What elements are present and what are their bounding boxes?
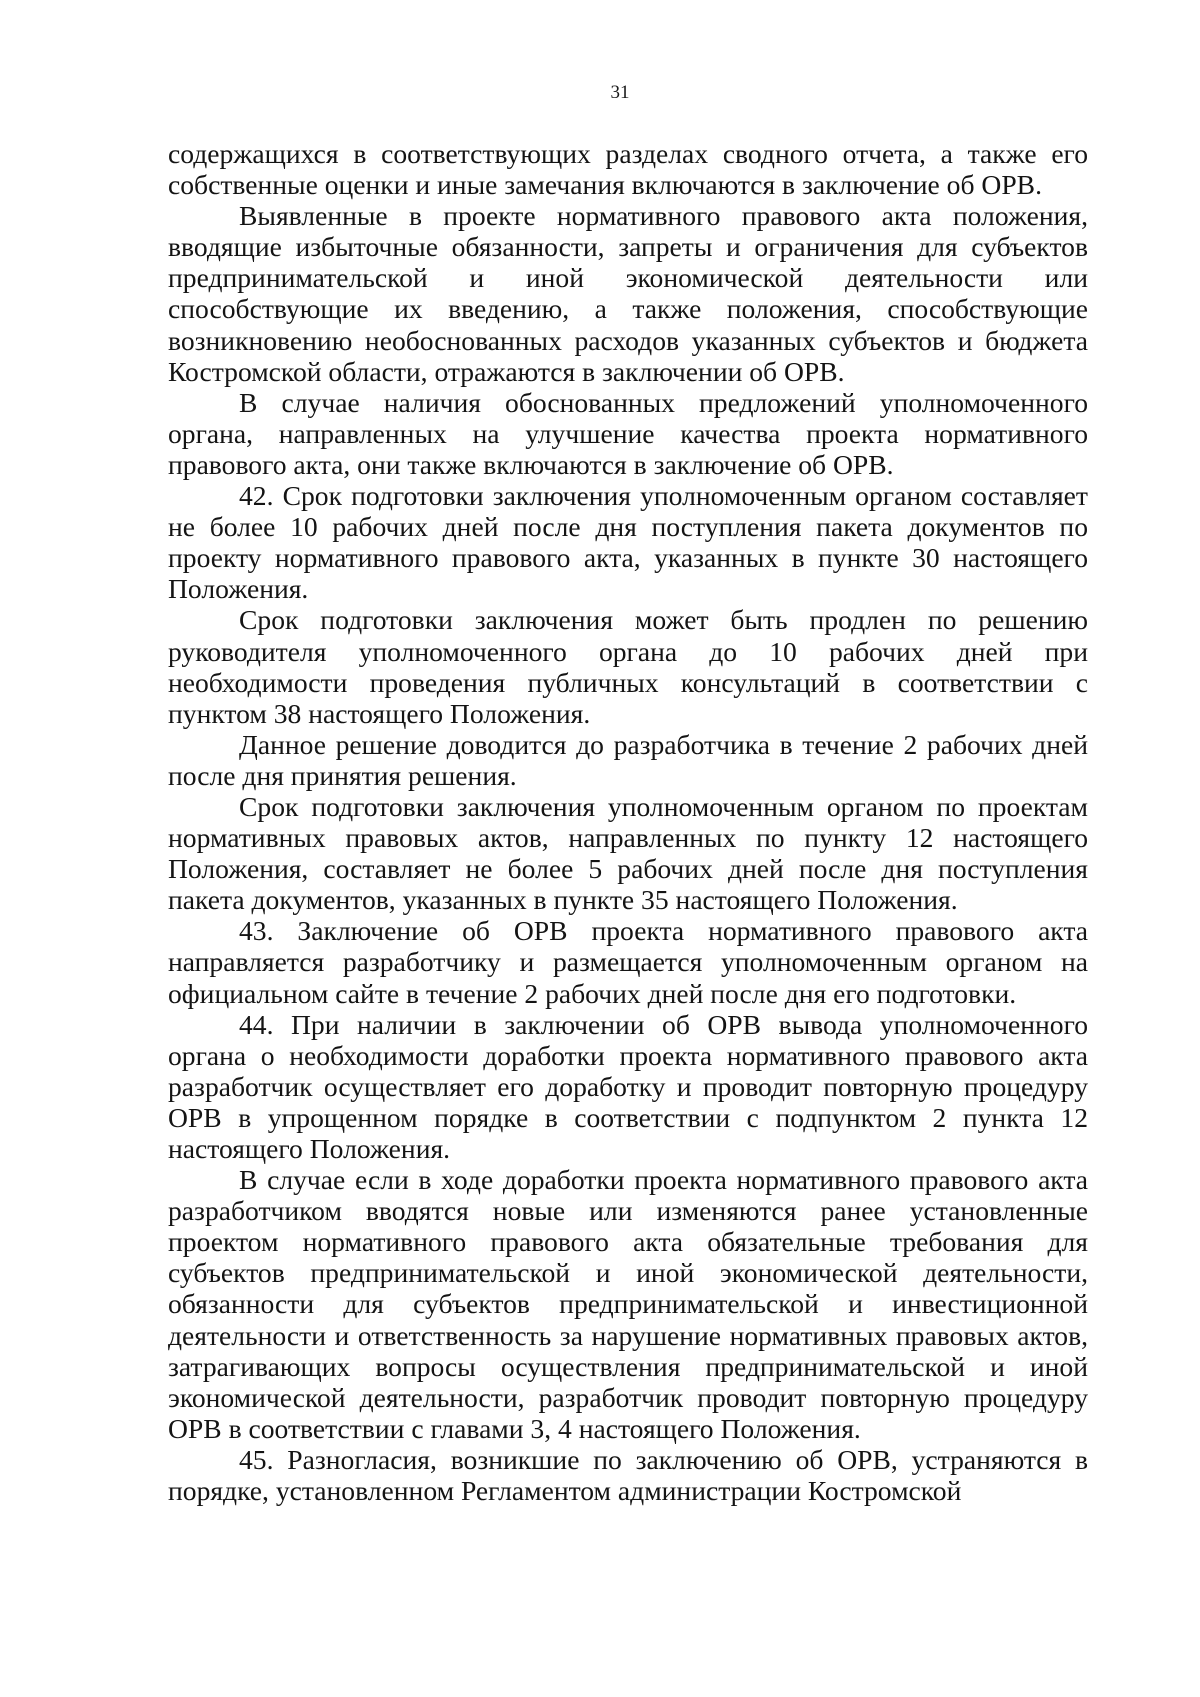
paragraph-item-43: 43. Заключение об ОРВ проекта нормативного правового акта направляется разработчику и размещается уполномоченным органом на официальном сайте в течение 2 рабочих дней после дня его подготовки. bbox=[168, 915, 1088, 1009]
paragraph-item-44: 44. При наличии в заключении об ОРВ вывода уполномоченного органа о необходимости доработки проекта нормативного правового акта разработчик осуществляет его доработку и проводит повторную процедуру ОРВ в упрощенном порядке в соответствии с подпунктом 2 пункта 12 настоящего Положения. bbox=[168, 1008, 1088, 1164]
paragraph: Срок подготовки заключения может быть продлен по решению руководителя уполномоченного органа до 10 рабочих дней при необходимости проведения публичных консультаций в соответствии с пунктом 38 настоящего Положения. bbox=[168, 604, 1088, 729]
paragraph: В случае если в ходе доработки проекта нормативного правового акта разработчиком вводятся новые или изменяются ранее установленные проектом нормативного правового акта обязательные требования для субъектов предпринимательской и иной экономической деятельности, обязанности для субъектов предпринимательской и инвестиционной деятельности и ответственность за нарушение нормативных правовых актов, затрагивающих вопросы осуществления предпринимательской и иной экономической деятельности, разработчик проводит повторную процедуру ОРВ в соответствии с главами 3, 4 настоящего Положения. bbox=[168, 1164, 1088, 1444]
paragraph: В случае наличия обоснованных предложений уполномоченного органа, направленных на улучшение качества проекта нормативного правового акта, они также включаются в заключение об ОРВ. bbox=[168, 386, 1088, 480]
paragraph: Выявленные в проекте нормативного правового акта положения, вводящие избыточные обязанности, запреты и ограничения для субъектов предпринимательской и иной экономической деятельности или способствующие их введению, а также положения, способствующие возникновению необоснованных расходов указанных субъектов и бюджета Костромской области, отражаются в заключении об ОРВ. bbox=[168, 200, 1088, 387]
document-body bbox=[168, 138, 1088, 1506]
paragraph: Данное решение доводится до разработчика в течение 2 рабочих дней после дня принятия решения. bbox=[168, 728, 1088, 791]
paragraph: Срок подготовки заключения уполномоченным органом по проектам нормативных правовых актов, направленных по пункту 12 настоящего Положения, составляет не более 5 рабочих дней после дня поступления пакета документов, указанных в пункте 35 настоящего Положения. bbox=[168, 790, 1088, 916]
paragraph-item-42: 42. Срок подготовки заключения уполномоченным органом составляет не более 10 рабочих дней после дня поступления пакета документов по проекту нормативного правового акта, указанных в пункте 30 настоящего Положения. bbox=[168, 480, 1088, 605]
paragraph: содержащихся в соответствующих разделах сводного отчета, а также его собственные оценки и иные замечания включаются в заключение об ОРВ. bbox=[168, 138, 1088, 201]
page-number: 31 bbox=[610, 82, 630, 103]
paragraph-item-45: 45. Разногласия, возникшие по заключению об ОРВ, устраняются в порядке, установленном Регламентом администрации Костромской bbox=[168, 1443, 1088, 1507]
